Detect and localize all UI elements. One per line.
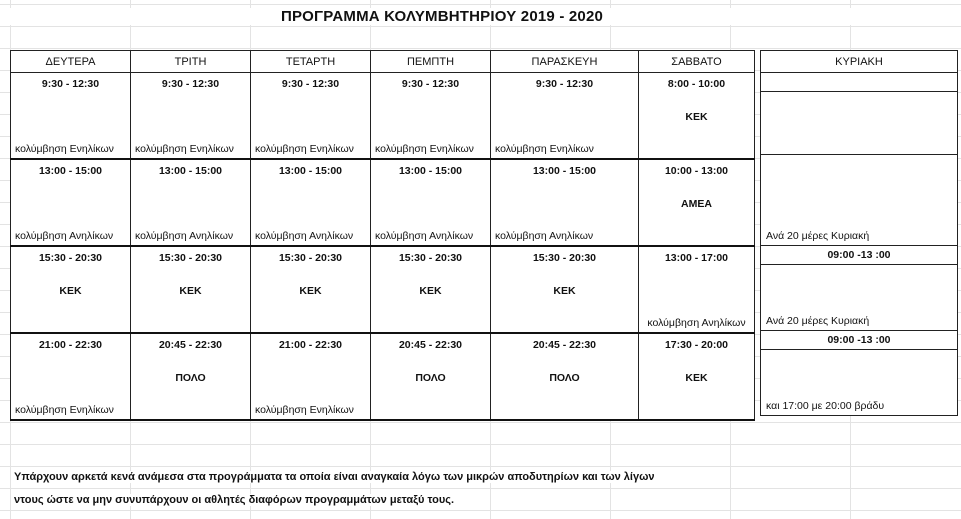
day-header[interactable]: ΠΑΡΑΣΚΕΥΗ <box>491 51 639 73</box>
schedule-cell[interactable] <box>491 73 639 160</box>
slot-time: 20:45 - 22:30 <box>158 339 223 351</box>
weekly-schedule-table <box>10 50 755 421</box>
slot-time: 13:00 - 15:00 <box>532 165 597 177</box>
slot-activity: κολύμβηση Ενηλίκων <box>255 143 354 155</box>
slot-activity: ΠΟΛΟ <box>549 372 580 384</box>
slot-time: 9:30 - 12:30 <box>401 78 460 90</box>
footer-note-line: Υπάρχουν αρκετά κενά ανάμεσα στα προγράμματα τα οποία είναι αναγκαία λόγω των μικρών αποδυτηρίων και των λίγων <box>14 471 655 483</box>
sunday-empty-cell[interactable] <box>761 73 958 92</box>
slot-activity: ΚΕΚ <box>685 372 708 384</box>
schedule-cell[interactable] <box>371 333 491 420</box>
slot-time: 9:30 - 12:30 <box>535 78 594 90</box>
time-slot-row <box>11 246 755 333</box>
slot-time: 15:30 - 20:30 <box>278 252 343 264</box>
schedule-cell[interactable] <box>11 73 131 160</box>
slot-time: 13:00 - 15:00 <box>38 165 103 177</box>
day-header[interactable]: ΣΑΒΒΑΤΟ <box>639 51 755 73</box>
slot-activity: κολύμβηση Ενηλίκων <box>135 143 234 155</box>
slot-activity: κολύμβηση Ανηλίκων <box>15 230 114 242</box>
day-header[interactable]: ΔΕΥΤΕΡΑ <box>11 51 131 73</box>
schedule-cell[interactable] <box>131 73 251 160</box>
schedule-cell[interactable] <box>371 159 491 246</box>
slot-time: 20:45 - 22:30 <box>532 339 597 351</box>
schedule-cell[interactable] <box>11 159 131 246</box>
schedule-cell[interactable] <box>251 333 371 420</box>
sunday-note[interactable]: Ανά 20 μέρες Κυριακή <box>761 155 958 246</box>
slot-time: 13:00 - 15:00 <box>158 165 223 177</box>
slot-activity: ΚΕΚ <box>553 285 576 297</box>
schedule-cell[interactable] <box>491 159 639 246</box>
sunday-table <box>760 50 958 416</box>
schedule-cell[interactable] <box>251 246 371 333</box>
slot-time: 21:00 - 22:30 <box>278 339 343 351</box>
slot-activity: ΚΕΚ <box>179 285 202 297</box>
slot-time: 10:00 - 13:00 <box>664 165 729 177</box>
schedule-cell[interactable] <box>131 159 251 246</box>
slot-activity: κολύμβηση Ανηλίκων <box>647 317 746 329</box>
slot-time: 15:30 - 20:30 <box>158 252 223 264</box>
sunday-time[interactable]: 09:00 -13 :00 <box>761 331 958 350</box>
slot-activity: ΠΟΛΟ <box>175 372 206 384</box>
slot-time: 9:30 - 12:30 <box>281 78 340 90</box>
slot-time: 15:30 - 20:30 <box>398 252 463 264</box>
schedule-cell[interactable] <box>251 159 371 246</box>
slot-activity: ΠΟΛΟ <box>415 372 446 384</box>
time-slot-row <box>11 159 755 246</box>
day-header-sunday[interactable]: ΚΥΡΙΑΚΗ <box>761 51 958 73</box>
schedule-cell[interactable] <box>639 159 755 246</box>
schedule-cell[interactable] <box>11 246 131 333</box>
day-header[interactable]: ΤΡΙΤΗ <box>131 51 251 73</box>
slot-activity: ΚΕΚ <box>299 285 322 297</box>
slot-time: 13:00 - 17:00 <box>664 252 729 264</box>
sunday-empty-cell[interactable] <box>761 92 958 155</box>
schedule-cell[interactable] <box>11 333 131 420</box>
slot-time: 8:00 - 10:00 <box>667 78 726 90</box>
slot-activity: κολύμβηση Ενηλίκων <box>255 404 354 416</box>
footer-note-line: ντους ώστε να μην συνυπάρχουν οι αθλητές διαφόρων προγραμμάτων μεταξύ τους. <box>14 494 455 506</box>
slot-activity: ΑΜΕΑ <box>681 198 712 210</box>
slot-activity: κολύμβηση Ενηλίκων <box>375 143 474 155</box>
day-header-row <box>11 51 755 73</box>
slot-time: 15:30 - 20:30 <box>532 252 597 264</box>
schedule-cell[interactable] <box>639 73 755 160</box>
schedule-cell[interactable] <box>639 333 755 420</box>
slot-time: 21:00 - 22:30 <box>38 339 103 351</box>
slot-time: 13:00 - 15:00 <box>398 165 463 177</box>
schedule-cell[interactable] <box>251 73 371 160</box>
sunday-note[interactable]: Ανά 20 μέρες Κυριακή <box>761 265 958 331</box>
slot-activity: ΚΕΚ <box>419 285 442 297</box>
slot-activity: κολύμβηση Ενηλίκων <box>15 143 114 155</box>
slot-time: 20:45 - 22:30 <box>398 339 463 351</box>
slot-time: 9:30 - 12:30 <box>161 78 220 90</box>
slot-activity: κολύμβηση Ανηλίκων <box>495 230 594 242</box>
slot-time: 15:30 - 20:30 <box>38 252 103 264</box>
day-header[interactable]: ΠΕΜΠΤΗ <box>371 51 491 73</box>
slot-activity: ΚΕΚ <box>59 285 82 297</box>
time-slot-row <box>11 333 755 420</box>
sunday-note[interactable]: και 17:00 με 20:00 βράδυ <box>761 350 958 416</box>
slot-time: 17:30 - 20:00 <box>664 339 729 351</box>
slot-activity: κολύμβηση Ανηλίκων <box>135 230 234 242</box>
schedule-cell[interactable] <box>371 246 491 333</box>
sunday-time[interactable]: 09:00 -13 :00 <box>761 246 958 265</box>
schedule-cell[interactable] <box>371 73 491 160</box>
slot-activity: κολύμβηση Ανηλίκων <box>255 230 354 242</box>
schedule-cell[interactable] <box>491 246 639 333</box>
slot-activity: ΚΕΚ <box>685 111 708 123</box>
slot-time: 9:30 - 12:30 <box>41 78 100 90</box>
schedule-cell[interactable] <box>131 333 251 420</box>
time-slot-row <box>11 73 755 160</box>
slot-activity: κολύμβηση Ενηλίκων <box>15 404 114 416</box>
slot-activity: κολύμβηση Ανηλίκων <box>375 230 474 242</box>
day-header[interactable]: ΤΕΤΑΡΤΗ <box>251 51 371 73</box>
schedule-cell[interactable] <box>491 333 639 420</box>
schedule-cell[interactable] <box>131 246 251 333</box>
slot-activity: κολύμβηση Ενηλίκων <box>495 143 594 155</box>
slot-time: 13:00 - 15:00 <box>278 165 343 177</box>
page-title: ΠΡΟΓΡΑΜΜΑ ΚΟΛΥΜΒΗΤΗΡΙΟΥ 2019 - 2020 <box>0 8 884 25</box>
schedule-cell[interactable] <box>639 246 755 333</box>
